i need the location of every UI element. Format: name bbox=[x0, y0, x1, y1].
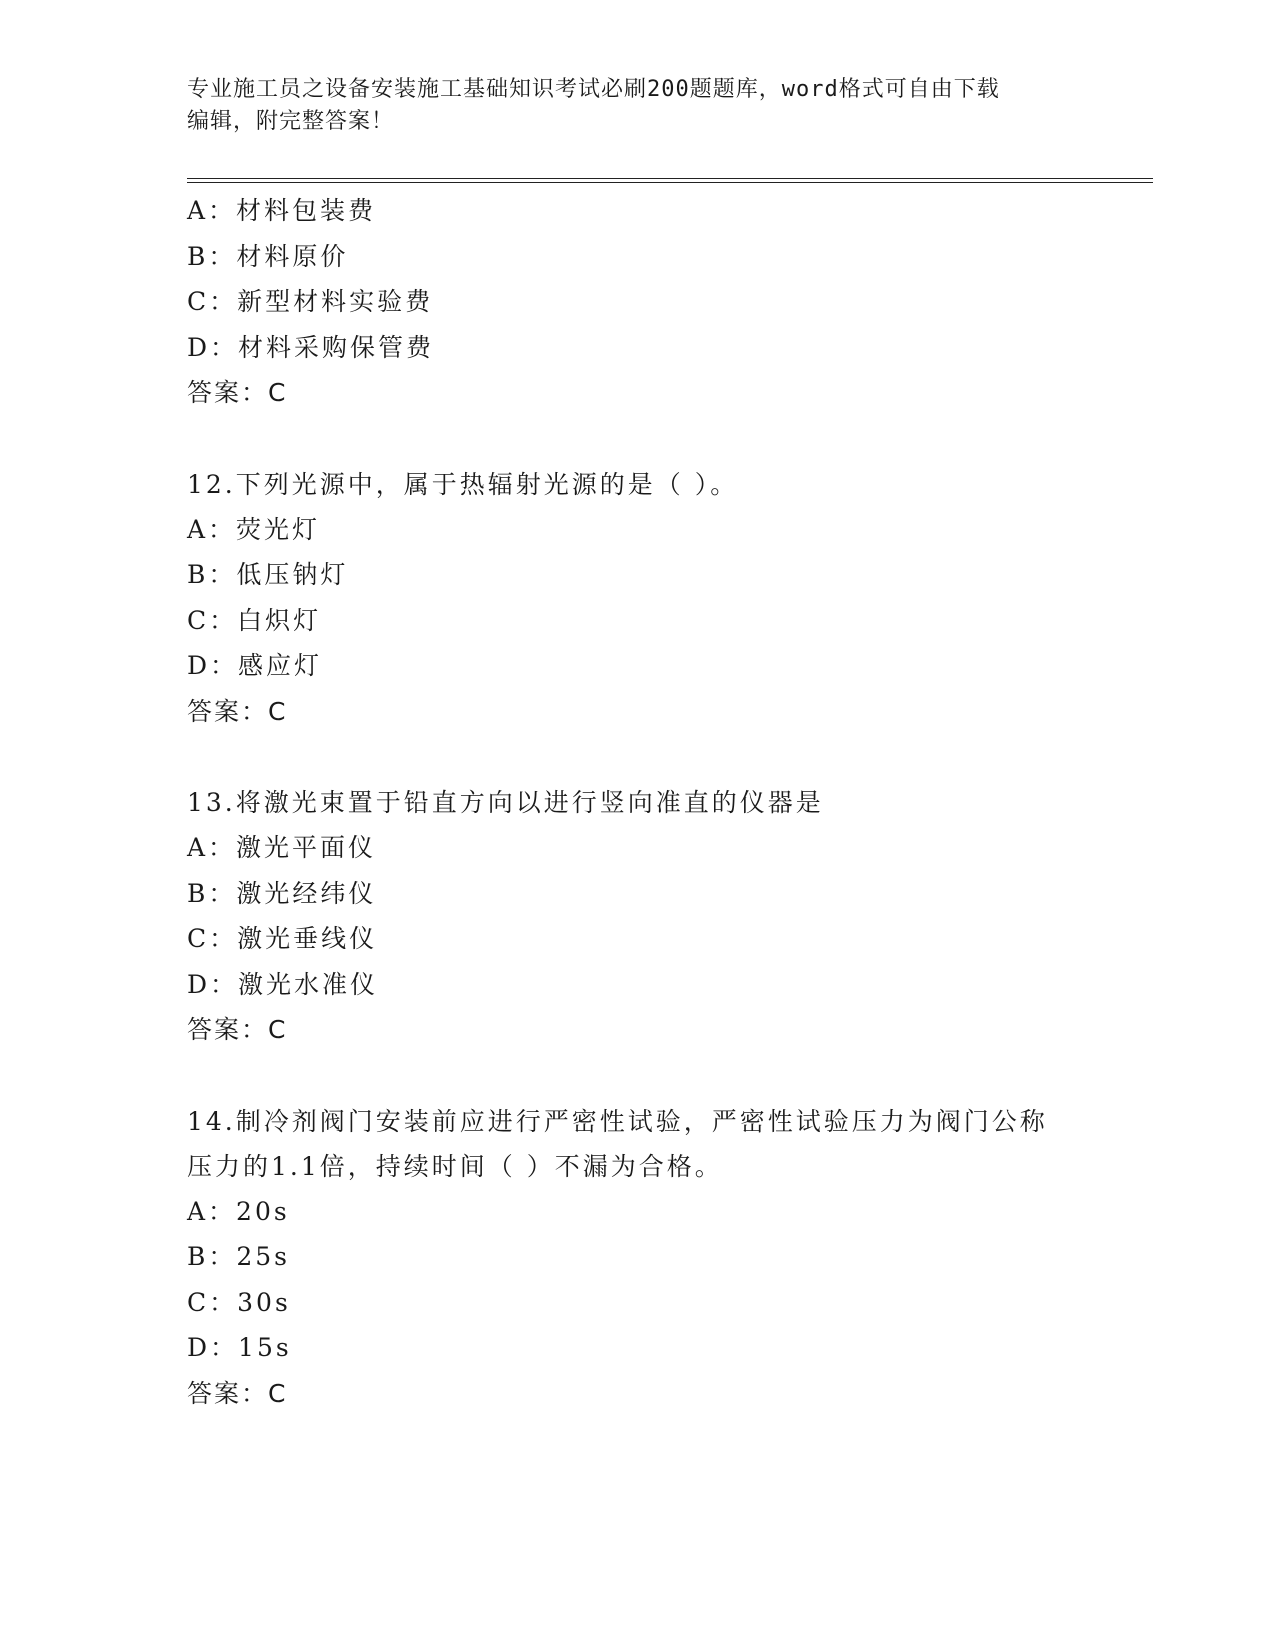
option-b: B：低压钠灯 bbox=[187, 560, 349, 589]
question-text: 13.将激光束置于铅直方向以进行竖向准直的仪器是 bbox=[187, 788, 824, 817]
question-block-14 bbox=[187, 1099, 1087, 1417]
option-b: B：材料原价 bbox=[187, 241, 349, 271]
question-list bbox=[187, 188, 1087, 1416]
option-d: D：材料采购保管费 bbox=[187, 332, 435, 362]
header-divider-bottom bbox=[187, 182, 1153, 183]
option-d: D：激光水准仪 bbox=[187, 969, 379, 999]
question-text: 12.下列光源中，属于热辐射光源的是（ ）。 bbox=[187, 469, 739, 499]
answer-line: 答案：C bbox=[187, 1015, 288, 1044]
answer-line: 答案：C bbox=[187, 378, 288, 407]
option-c: C：30s bbox=[187, 1287, 291, 1317]
document-header bbox=[187, 74, 1087, 138]
header-divider-top bbox=[187, 178, 1153, 179]
option-a: A：荧光灯 bbox=[187, 514, 321, 544]
option-a: A：材料包装费 bbox=[187, 196, 377, 225]
option-c: C：白炽灯 bbox=[187, 605, 322, 635]
question-text-line-2: 压力的1.1倍，持续时间（ ）不漏为合格。 bbox=[187, 1151, 723, 1181]
option-d: D：感应灯 bbox=[187, 651, 323, 680]
option-c: C：激光垂线仪 bbox=[187, 924, 378, 953]
header-line-1: 专业施工员之设备安装施工基础知识考试必刷200题题库，word格式可自由下载 bbox=[187, 77, 1000, 102]
option-a: A：20s bbox=[187, 1196, 290, 1226]
header-line-2: 编辑，附完整答案！ bbox=[187, 109, 395, 134]
answer-line: 答案：C bbox=[187, 1378, 288, 1408]
option-c: C：新型材料实验费 bbox=[187, 287, 434, 316]
option-d: D：15s bbox=[187, 1333, 292, 1362]
answer-line: 答案：C bbox=[187, 696, 288, 726]
question-block-11 bbox=[187, 188, 1087, 416]
option-a: A：激光平面仪 bbox=[187, 833, 377, 862]
option-b: B：激光经纬仪 bbox=[187, 878, 377, 908]
question-block-13 bbox=[187, 780, 1087, 1053]
question-text-line-1: 14.制冷剂阀门安装前应进行严密性试验，严密性试验压力为阀门公称 bbox=[187, 1106, 1048, 1136]
option-b: B：25s bbox=[187, 1242, 291, 1271]
question-block-12 bbox=[187, 462, 1087, 735]
